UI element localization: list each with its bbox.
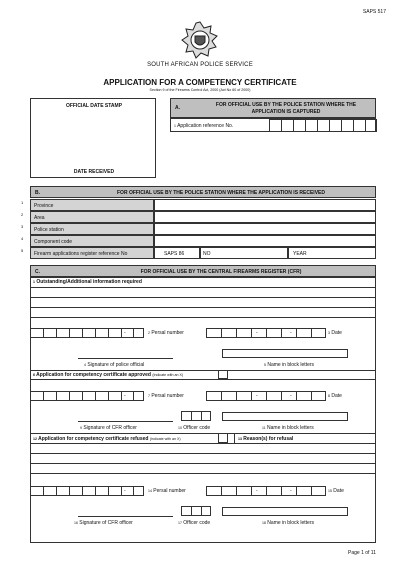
q12-number: 12: [33, 437, 37, 441]
q14-number: 14: [148, 489, 152, 493]
officer-code-label: Officer code: [183, 425, 211, 431]
section-c-heading: FOR OFFICIAL USE BY THE CENTRAL FIREARMS REGISTER (CFR): [140, 269, 302, 275]
q9-number: 9: [80, 426, 82, 430]
province-label-cell: [30, 199, 154, 211]
register-no-field[interactable]: [200, 247, 288, 259]
date-label: Date: [333, 488, 344, 494]
section-a-heading: FOR OFFICIAL USE BY THE POLICE STATION WHERE THE APPLICATION IS CAPTURED: [215, 102, 357, 115]
refusal-reasons-field[interactable]: [30, 444, 376, 482]
q6-note: (Indicate with an X): [152, 373, 184, 377]
q16-number: 16: [74, 521, 78, 525]
q1-number: 1: [33, 280, 35, 284]
stamp-label: OFFICIAL DATE STAMP: [65, 103, 123, 109]
refused-checkbox[interactable]: [218, 433, 228, 443]
register-ref-label-cell: [30, 247, 154, 259]
section-c-header: [30, 265, 376, 277]
q6-label: Application for competency certificate approved: [36, 372, 151, 378]
application-reference-row: [170, 118, 376, 132]
province-field[interactable]: [154, 199, 376, 211]
no-label: NO: [203, 251, 211, 257]
police-station-label: Police station: [34, 227, 64, 233]
dash: -: [290, 393, 292, 399]
refusal-officer-code-input[interactable]: [181, 506, 211, 516]
page-number: Page 1 of 11: [348, 550, 376, 556]
q1-info-field[interactable]: [30, 288, 376, 326]
component-code-label: Component code: [34, 239, 73, 245]
form-code: SAPS 517: [362, 9, 386, 15]
application-reference-input[interactable]: [269, 119, 377, 132]
saps-emblem-icon: [180, 20, 220, 60]
q7-persal-input[interactable]: [206, 391, 326, 401]
date-received-label: DATE RECEIVED: [73, 169, 115, 175]
q2-persal-input[interactable]: [206, 328, 326, 338]
q17-number: 17: [178, 521, 182, 525]
ref-number: 1: [174, 124, 176, 128]
section-b-table: [30, 199, 376, 259]
section-c-letter: C.: [35, 269, 40, 275]
name-block-label: Name in block letters: [267, 362, 315, 368]
police-name-field[interactable]: [222, 349, 348, 358]
saps86-cell: [154, 247, 200, 259]
component-code-field[interactable]: [154, 235, 376, 247]
area-label-cell: [30, 211, 154, 223]
register-year-field[interactable]: [288, 247, 376, 259]
persal-label: Persal number: [151, 330, 184, 336]
q12-code-input[interactable]: [30, 486, 144, 496]
area-field[interactable]: [154, 211, 376, 223]
dash: -: [290, 488, 292, 494]
dash: -: [124, 393, 126, 399]
dash: -: [256, 393, 258, 399]
police-station-label-cell: [30, 223, 154, 235]
q18-number: 18: [262, 521, 266, 525]
q1-code-input[interactable]: [30, 328, 144, 338]
dash: -: [256, 330, 258, 336]
q14-persal-input[interactable]: [206, 486, 326, 496]
section-a-header: [170, 98, 376, 118]
q1-label: Outstanding/Additional information required: [36, 279, 142, 285]
page-subtitle: Section 9 of the Firearms Control Act, 2000 (Act No 60 of 2000): [149, 88, 251, 92]
q3-number: 3: [328, 331, 330, 335]
persal-label: Persal number: [153, 488, 186, 494]
signature-cfr-label: Signature of CFR officer: [83, 425, 137, 431]
date-label: Date: [331, 393, 342, 399]
service-name: SOUTH AFRICAN POLICE SERVICE: [147, 62, 253, 68]
name-block-label: Name in block letters: [267, 520, 314, 526]
official-date-stamp-box[interactable]: [30, 98, 156, 178]
q2-number: 2: [148, 331, 150, 335]
dash: -: [290, 330, 292, 336]
officer-code-label: Officer code: [183, 520, 211, 526]
q11-number: 11: [262, 426, 266, 430]
signature-police-label: Signature of police official: [87, 362, 145, 368]
page-title: APPLICATION FOR A COMPETENCY CERTIFICATE: [103, 78, 297, 87]
dash: -: [256, 488, 258, 494]
cfr-refusal-signature-field[interactable]: [78, 504, 173, 516]
dash: -: [124, 488, 126, 494]
row-number: 4: [21, 236, 24, 241]
approved-checkbox[interactable]: [218, 370, 228, 379]
province-label: Province: [34, 203, 54, 209]
date-label: Date: [331, 330, 342, 336]
row-number: 1: [21, 200, 24, 205]
area-label: Area: [34, 215, 45, 221]
year-label: YEAR: [293, 251, 307, 257]
q6-number: 6: [33, 373, 35, 377]
refusal-name-field[interactable]: [222, 507, 348, 516]
q5-number: 5: [264, 363, 266, 367]
q10-number: 10: [178, 426, 182, 430]
ref-label: Application reference No.: [177, 123, 234, 129]
q7-number: 7: [148, 394, 150, 398]
q4-number: 4: [84, 363, 86, 367]
cfr-signature-field[interactable]: [78, 409, 173, 421]
q12-label: Application for competency certificate refused: [38, 436, 149, 442]
q15-number: 15: [328, 489, 332, 493]
section-a-letter: A.: [175, 105, 180, 111]
q12-note: (Indicate with an X): [149, 437, 181, 441]
section-b-heading: FOR OFFICIAL USE BY THE POLICE STATION WHERE THE APPLICATION IS RECEIVED: [117, 190, 325, 196]
q13-label: Reason(s) for refusal: [243, 436, 294, 442]
signature-cfr-label: Signature of CFR officer: [79, 520, 133, 526]
police-signature-field[interactable]: [78, 346, 173, 358]
q13-number: 13: [238, 437, 242, 441]
q6-code-input[interactable]: [30, 391, 144, 401]
persal-label: Persal number: [151, 393, 184, 399]
officer-code-input[interactable]: [181, 411, 211, 421]
component-code-label-cell: [30, 235, 154, 247]
section-b-header: [30, 186, 376, 198]
cfr-name-field[interactable]: [222, 412, 348, 421]
q8-number: 8: [328, 394, 330, 398]
row-number: 2: [21, 212, 24, 217]
name-block-label: Name in block letters: [267, 425, 314, 431]
saps86-label: SAPS 86: [164, 251, 185, 257]
row-number: 3: [21, 224, 24, 229]
register-ref-label: Firearm applications register reference No: [34, 251, 128, 257]
section-b-letter: B.: [35, 190, 40, 196]
dash: -: [124, 330, 126, 336]
police-station-field[interactable]: [154, 223, 376, 235]
row-number: 5: [21, 248, 24, 253]
